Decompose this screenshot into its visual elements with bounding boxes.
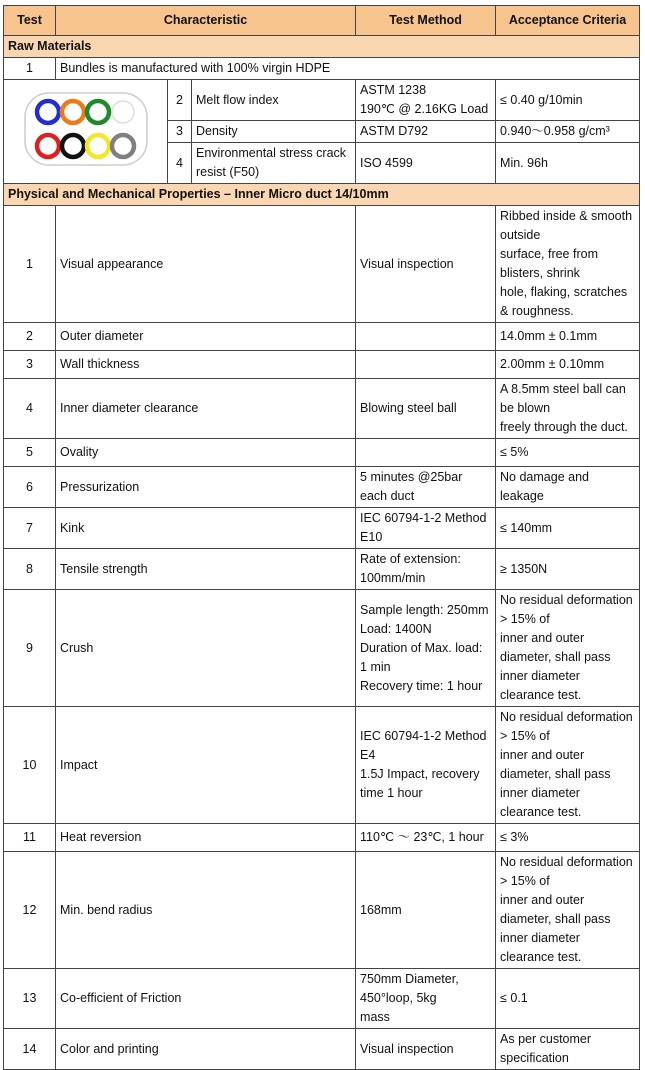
row-number: 3 bbox=[168, 121, 192, 143]
characteristic-cell: Color and printing bbox=[56, 1029, 356, 1070]
test-method-cell: ASTM D792 bbox=[356, 121, 496, 143]
header-row bbox=[4, 6, 640, 36]
table-row bbox=[4, 549, 640, 590]
criteria-cell: ≥ 1350N bbox=[496, 549, 640, 590]
characteristic-cell: Density bbox=[192, 121, 356, 143]
specification-table bbox=[3, 5, 640, 1070]
test-method-cell: ASTM 1238 190℃ @ 2.16KG Load bbox=[356, 80, 496, 121]
characteristic-cell: Pressurization bbox=[56, 467, 356, 508]
table-row bbox=[4, 1029, 640, 1070]
row-number: 4 bbox=[168, 143, 192, 184]
row-number: 2 bbox=[4, 323, 56, 351]
table-row bbox=[4, 852, 640, 969]
test-method-cell bbox=[356, 323, 496, 351]
micro-duct-circle bbox=[87, 135, 109, 157]
criteria-cell: 14.0mm ± 0.1mm bbox=[496, 323, 640, 351]
test-method-cell: 5 minutes @25bar each duct bbox=[356, 467, 496, 508]
header-test: Test bbox=[4, 6, 56, 36]
row-number: 7 bbox=[4, 508, 56, 549]
header-acceptance-criteria: Acceptance Criteria bbox=[496, 6, 640, 36]
duct-bundle-image-cell bbox=[4, 80, 168, 184]
table-row bbox=[4, 439, 640, 467]
micro-duct-circle bbox=[62, 135, 84, 157]
row-number: 11 bbox=[4, 824, 56, 852]
section-raw-materials bbox=[4, 36, 640, 58]
test-method-cell: Rate of extension: 100mm/min bbox=[356, 549, 496, 590]
row-number: 12 bbox=[4, 852, 56, 969]
criteria-cell: ≤ 0.1 bbox=[496, 969, 640, 1029]
table-row bbox=[4, 969, 640, 1029]
characteristic-cell: Impact bbox=[56, 707, 356, 824]
table-row bbox=[4, 351, 640, 379]
header-test-method: Test Method bbox=[356, 6, 496, 36]
row-text: Bundles is manufactured with 100% virgin HDPE bbox=[56, 58, 640, 80]
table-row bbox=[4, 707, 640, 824]
criteria-cell: ≤ 0.40 g/10min bbox=[496, 80, 640, 121]
test-method-cell: ISO 4599 bbox=[356, 143, 496, 184]
test-method-cell: 168mm bbox=[356, 852, 496, 969]
row-number: 14 bbox=[4, 1029, 56, 1070]
characteristic-cell: Co-efficient of Friction bbox=[56, 969, 356, 1029]
test-method-cell: IEC 60794-1-2 Method E10 bbox=[356, 508, 496, 549]
row-number: 4 bbox=[4, 379, 56, 439]
criteria-cell: No residual deformation > 15% of inner and outer diameter, shall pass inner diameter clearance test. bbox=[496, 707, 640, 824]
table-row bbox=[4, 590, 640, 707]
table-row bbox=[4, 824, 640, 852]
characteristic-cell: Ovality bbox=[56, 439, 356, 467]
micro-duct-circle bbox=[112, 135, 134, 157]
test-method-cell bbox=[356, 351, 496, 379]
row-number: 13 bbox=[4, 969, 56, 1029]
characteristic-cell: Crush bbox=[56, 590, 356, 707]
characteristic-cell: Wall thickness bbox=[56, 351, 356, 379]
section-title: Physical and Mechanical Properties – Inner Micro duct 14/10mm bbox=[4, 184, 640, 206]
row-number: 5 bbox=[4, 439, 56, 467]
characteristic-cell: Kink bbox=[56, 508, 356, 549]
characteristic-cell: Melt flow index bbox=[192, 80, 356, 121]
table-row bbox=[4, 58, 640, 80]
criteria-cell: As per customer specification bbox=[496, 1029, 640, 1070]
header-characteristic: Characteristic bbox=[56, 6, 356, 36]
characteristic-cell: Visual appearance bbox=[56, 206, 356, 323]
test-method-cell: Visual inspection bbox=[356, 1029, 496, 1070]
section-title: Raw Materials bbox=[4, 36, 640, 58]
test-method-cell: Blowing steel ball bbox=[356, 379, 496, 439]
row-number: 6 bbox=[4, 467, 56, 508]
characteristic-cell: Tensile strength bbox=[56, 549, 356, 590]
micro-duct-circle bbox=[37, 101, 59, 123]
duct-bundle-illustration bbox=[21, 89, 151, 169]
characteristic-cell: Inner diameter clearance bbox=[56, 379, 356, 439]
micro-duct-circle bbox=[87, 101, 109, 123]
table-row bbox=[4, 467, 640, 508]
table-row bbox=[4, 206, 640, 323]
test-method-cell: IEC 60794-1-2 Method E4 1.5J Impact, recovery time 1 hour bbox=[356, 707, 496, 824]
criteria-cell: ≤ 5% bbox=[496, 439, 640, 467]
table-row bbox=[4, 80, 640, 121]
characteristic-cell: Min. bend radius bbox=[56, 852, 356, 969]
micro-duct-circle bbox=[37, 135, 59, 157]
test-method-cell bbox=[356, 439, 496, 467]
criteria-cell: Ribbed inside & smooth outside surface, free from blisters, shrink hole, flaking, scratches & roughness. bbox=[496, 206, 640, 323]
row-number: 3 bbox=[4, 351, 56, 379]
characteristic-cell: Outer diameter bbox=[56, 323, 356, 351]
test-method-cell: Sample length: 250mm Load: 1400N Duration of Max. load: 1 min Recovery time: 1 hour bbox=[356, 590, 496, 707]
criteria-cell: 0.940～0.958 g/cm³ bbox=[496, 121, 640, 143]
row-number: 10 bbox=[4, 707, 56, 824]
characteristic-cell: Heat reversion bbox=[56, 824, 356, 852]
characteristic-cell: Environmental stress crack resist (F50) bbox=[192, 143, 356, 184]
physical-properties-body bbox=[4, 206, 640, 1070]
test-method-cell: 110℃ ～ 23℃, 1 hour bbox=[356, 824, 496, 852]
row-number: 8 bbox=[4, 549, 56, 590]
criteria-cell: 2.00mm ± 0.10mm bbox=[496, 351, 640, 379]
criteria-cell: No residual deformation > 15% of inner and outer diameter, shall pass inner diameter clearance test. bbox=[496, 590, 640, 707]
criteria-cell: Min. 96h bbox=[496, 143, 640, 184]
criteria-cell: A 8.5mm steel ball can be blown freely through the duct. bbox=[496, 379, 640, 439]
row-number: 1 bbox=[4, 206, 56, 323]
criteria-cell: No residual deformation > 15% of inner and outer diameter, shall pass inner diameter clearance test. bbox=[496, 852, 640, 969]
table-row bbox=[4, 508, 640, 549]
row-number: 2 bbox=[168, 80, 192, 121]
micro-duct-circle bbox=[112, 101, 134, 123]
section-physical-mechanical bbox=[4, 184, 640, 206]
table-row bbox=[4, 323, 640, 351]
row-number: 9 bbox=[4, 590, 56, 707]
criteria-cell: ≤ 3% bbox=[496, 824, 640, 852]
row-number: 1 bbox=[4, 58, 56, 80]
test-method-cell: 750mm Diameter, 450°loop, 5kg mass bbox=[356, 969, 496, 1029]
table-row bbox=[4, 379, 640, 439]
criteria-cell: ≤ 140mm bbox=[496, 508, 640, 549]
test-method-cell: Visual inspection bbox=[356, 206, 496, 323]
criteria-cell: No damage and leakage bbox=[496, 467, 640, 508]
micro-duct-circle bbox=[62, 101, 84, 123]
